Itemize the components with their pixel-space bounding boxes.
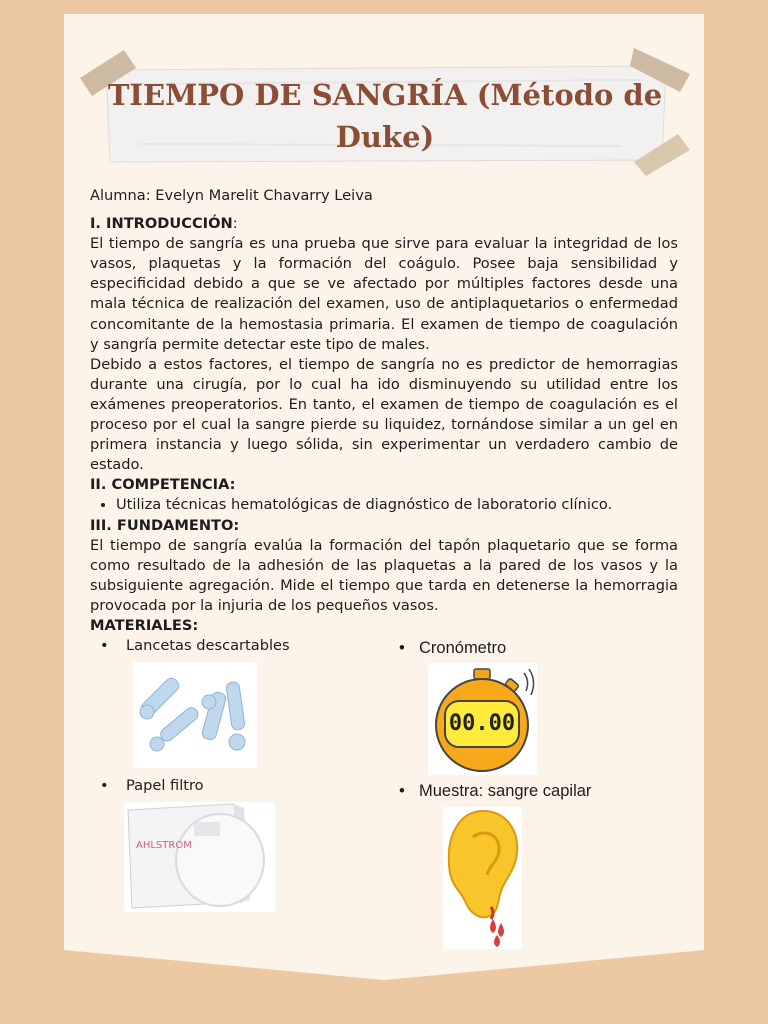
- intro-paragraph-1: El tiempo de sangría es una prueba que sirve para evaluar la integridad de los vasos, plaquetas y la formación del coágulo. Posee baja sensibilidad y especificidad debido a que se ve afectado por múltiples factores desde una mala técnica de realización del examen, uso de antiplaquetarios o enfermedad concomitante de la hemostasia primaria. El examen de tiempo de coagulación y sangría permite detectar este tipo de males.: [90, 235, 678, 353]
- lancets-image: [133, 662, 257, 768]
- list-item: • Utiliza técnicas hematológicas de diagnóstico de laboratorio clínico.: [116, 495, 678, 515]
- student-name: Alumna: Evelyn Marelit Chavarry Leiva: [90, 187, 373, 204]
- material-papel-filtro: • Papel filtro: [100, 777, 204, 794]
- material-muestra: • Muestra: sangre capilar: [399, 782, 592, 800]
- material-lancetas: • Lancetas descartables: [100, 637, 290, 654]
- materiales-heading: MATERIALES:: [90, 616, 199, 634]
- competencia-heading: II. COMPETENCIA:: [90, 476, 236, 494]
- document-body: [90, 186, 678, 636]
- page-title: TIEMPO DE SANGRÍA (Método de Duke): [107, 78, 663, 154]
- filter-paper-image: [124, 802, 275, 912]
- competencia-list: [90, 495, 678, 515]
- filter-brand-label: AHLSTROM: [136, 840, 192, 851]
- sheet-bottom-edge: [64, 930, 704, 1024]
- ear-image: [443, 807, 522, 949]
- stopwatch-image: [428, 663, 537, 775]
- stopwatch-display: 00.00: [448, 711, 516, 736]
- fundamento-heading: III. FUNDAMENTO:: [90, 516, 240, 534]
- intro-heading: I. INTRODUCCIÓN:: [90, 215, 238, 233]
- fundamento-paragraph: El tiempo de sangría evalúa la formación del tapón plaquetario que se forma como resultado de la adhesión de las plaquetas a la pared de los vasos y la subsiguiente agregación. Mide el tiempo que tarda en detenerse la hemorragia provocada por la injuria de los pequeños vasos.: [90, 536, 678, 614]
- material-cronometro: • Cronómetro: [399, 639, 507, 657]
- intro-paragraph-2: Debido a estos factores, el tiempo de sangría no es predictor de hemorragias durante una cirugía, por lo cual ha ido disminuyendo su utilidad entre los exámenes preoperatorios. En tanto, el examen de tiempo de coagulación es el proceso por el cual la sangre pierde su liquidez, tornándose similar a un gel en primera instancia y luego sólida, sin experimentar un verdadero cambio de estado.: [90, 355, 678, 474]
